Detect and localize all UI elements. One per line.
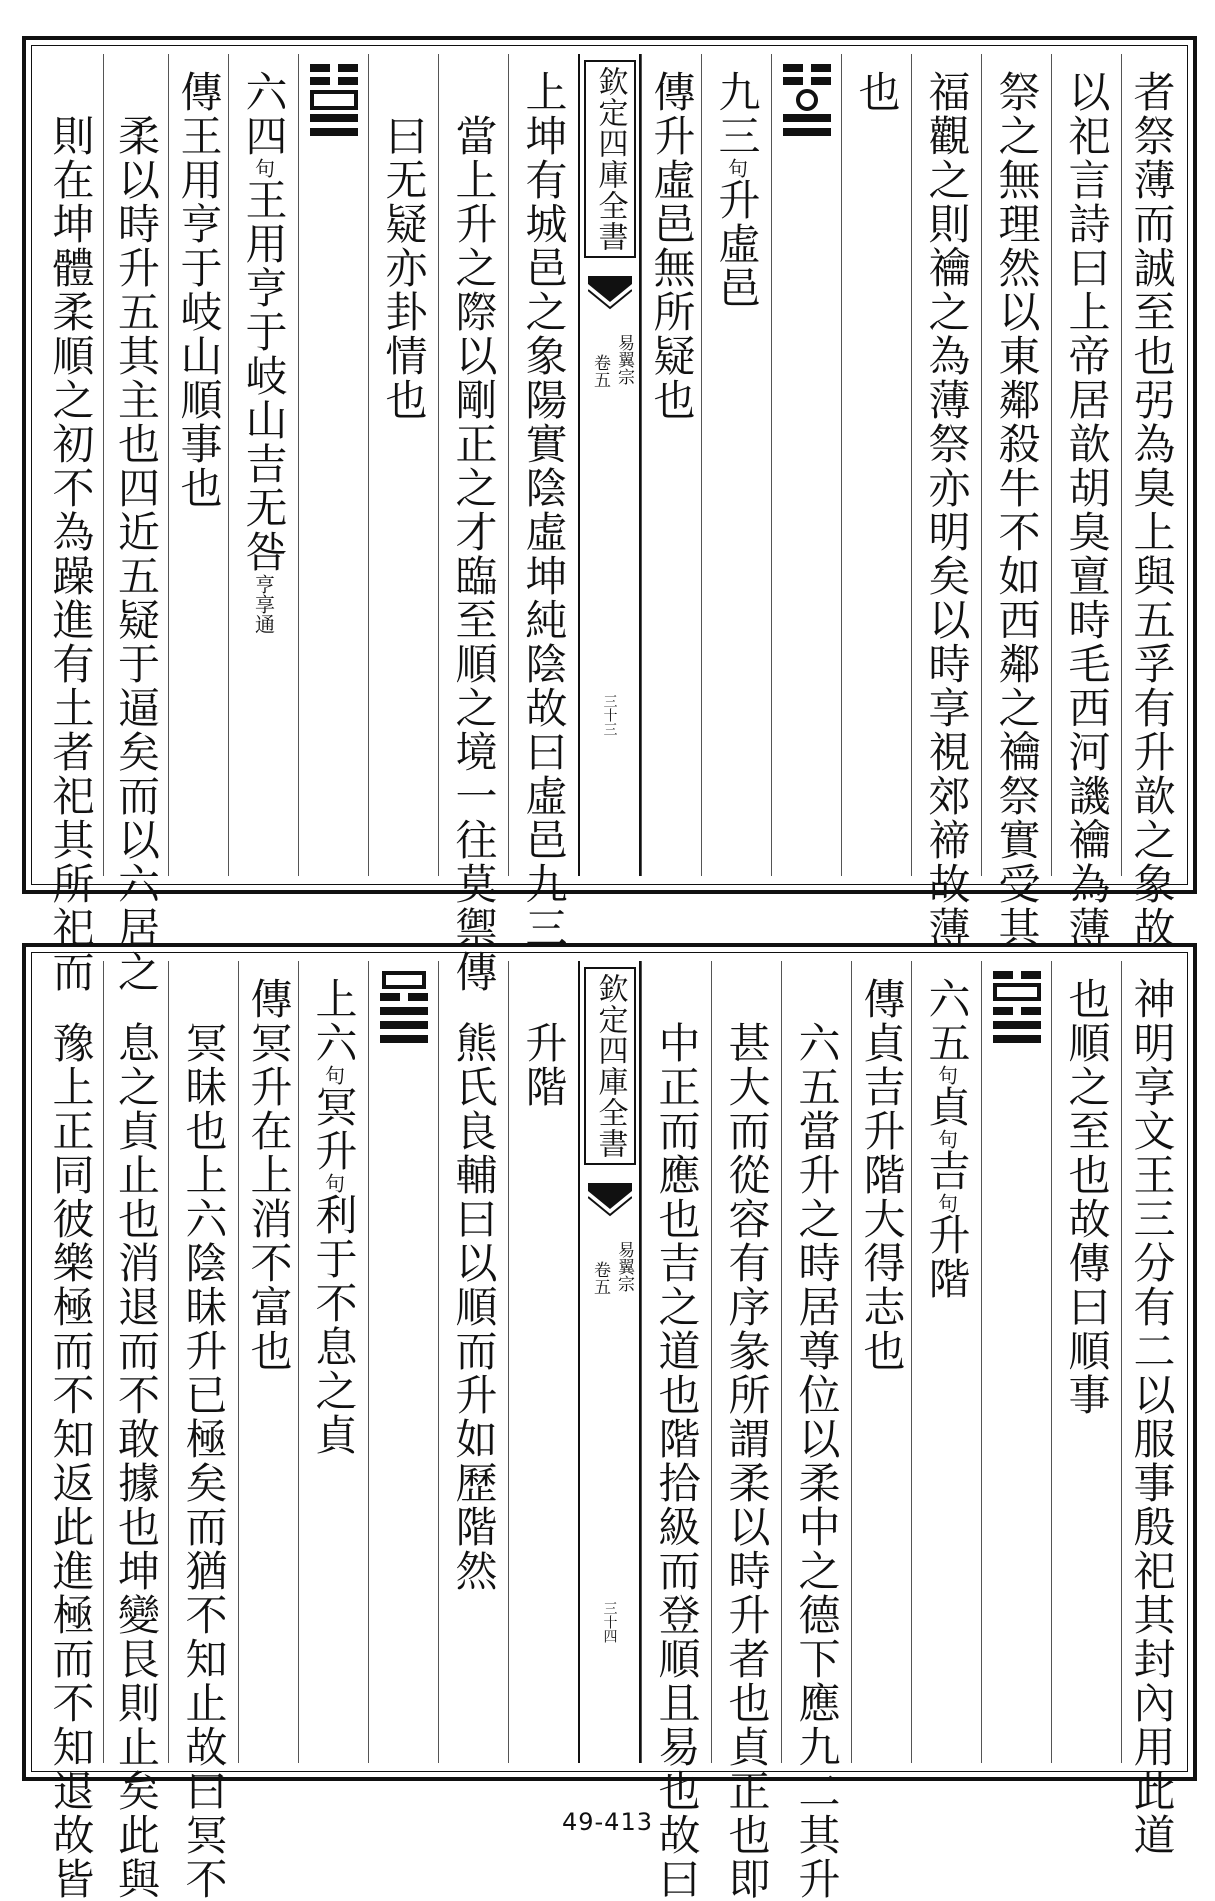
punctuation-mark: 句 <box>251 158 276 178</box>
column-text: 傳王用亨于岐山順事也 <box>174 70 224 510</box>
column-text: 也 <box>852 70 902 114</box>
column-text: 傳冥升在上消不富也 <box>244 977 294 1373</box>
text-column <box>911 961 981 1763</box>
volume-label: 卷五 <box>590 354 610 388</box>
folio-number: 三十四 <box>601 1601 618 1643</box>
book-title: 欽定四庫全書 <box>584 967 636 1165</box>
hexagram-icon <box>378 969 430 1047</box>
column-text: 熊氏良輔曰以順而升如歷階然 <box>449 1021 499 1593</box>
column-text: 者祭薄而誠至也弜為臭上與五孚有升歆之象故 <box>1127 70 1177 950</box>
text-column <box>851 961 911 1763</box>
text-column <box>711 961 781 1901</box>
book-title: 欽定四庫全書 <box>584 60 636 258</box>
text-column <box>168 54 228 876</box>
column-text <box>309 977 359 1457</box>
hexagram-icon <box>308 62 360 140</box>
text-column <box>781 961 851 1901</box>
line-text: 升階 <box>922 1213 972 1301</box>
text-column <box>38 54 103 994</box>
text-column <box>1121 54 1181 950</box>
column-text: 甚大而從容有序彖所謂柔以時升者也貞正也即 <box>722 1021 772 1901</box>
text-column <box>38 961 103 1901</box>
column-text <box>239 70 289 634</box>
text-column <box>641 54 701 876</box>
text-column <box>103 961 168 1901</box>
annotation-note: 亨享通 <box>251 574 276 634</box>
text-column <box>368 54 438 876</box>
hexagram-column <box>981 961 1051 1763</box>
text-column <box>438 961 508 1763</box>
column-text: 福觀之則禴之為薄祭亦明矣以時享視郊禘故薄 <box>922 70 972 950</box>
column-text: 中正而應也吉之道也階拾級而登順且易也故曰 <box>652 1021 702 1901</box>
line-label: 九三 <box>712 70 762 158</box>
punctuation-mark: 句 <box>934 1193 959 1213</box>
punctuation-mark: 句 <box>724 158 749 178</box>
line-label: 六五 <box>922 977 972 1065</box>
text-column <box>1051 961 1121 1763</box>
book-name: 易翼宗 <box>614 334 634 385</box>
text-column <box>841 54 911 876</box>
hexagram-column <box>771 54 841 876</box>
book-spine <box>578 961 641 1763</box>
column-text: 祭之無理然以東鄰殺牛不如西鄰之禴祭實受其 <box>992 70 1042 950</box>
book-spine <box>578 54 641 876</box>
page-number: 49-413 <box>561 1808 653 1836</box>
column-text: 也順之至也故傳曰順事 <box>1062 977 1112 1417</box>
text-column <box>168 961 238 1901</box>
column-text: 當上升之際以剛正之才臨至順之境一往莫禦傳 <box>449 114 499 994</box>
column-text <box>712 70 762 310</box>
column-text: 冥昧也上六陰昧升已極矣而猶不知止故曰冥不 <box>179 1021 229 1901</box>
punctuation-mark: 句 <box>321 1065 346 1085</box>
column-text: 傳升虛邑無所疑也 <box>647 70 697 422</box>
text-column <box>641 961 711 1901</box>
column-text: 升階 <box>519 1021 569 1109</box>
text-column <box>701 54 771 876</box>
line-text: 冥升 <box>309 1085 359 1173</box>
line-text: 利于不息之貞 <box>309 1193 359 1457</box>
text-column <box>1121 961 1181 1857</box>
line-label: 上六 <box>309 977 359 1065</box>
hexagram-column <box>298 54 368 876</box>
hexagram-icon <box>991 969 1043 1047</box>
column-text: 曰无疑亦卦情也 <box>379 114 429 422</box>
column-text: 豫上正同彼樂極而不知返此進極而不知退故皆 <box>46 1021 96 1901</box>
line-text: 貞 <box>922 1085 972 1129</box>
text-column <box>228 54 298 876</box>
column-text: 以祀言詩曰上帝居歆胡臭亶時毛西河譏禴為薄 <box>1062 70 1112 950</box>
volume-label: 卷五 <box>590 1261 610 1295</box>
punctuation-mark: 句 <box>321 1173 346 1193</box>
column-text: 神明享文王三分有二以服事殷祀其封內用此道 <box>1127 977 1177 1857</box>
text-column <box>238 961 298 1763</box>
column-text: 上坤有城邑之象陽實陰虛坤純陰故曰虛邑九三 <box>519 70 569 950</box>
text-column <box>438 54 508 994</box>
hexagram-column <box>368 961 438 1763</box>
hexagram-icon <box>781 62 833 140</box>
column-text <box>922 977 972 1301</box>
column-text: 傳貞吉升階大得志也 <box>857 977 907 1373</box>
folio-number: 三十三 <box>601 694 618 736</box>
text-column <box>508 961 578 1763</box>
line-label: 六四 <box>239 70 289 158</box>
fishtail-mark-icon <box>588 1183 632 1223</box>
text-column <box>103 54 168 994</box>
column-text: 六五當升之時居尊位以柔中之德下應九二其升 <box>792 1021 842 1901</box>
column-text: 則在坤體柔順之初不為躁進有土者祀其所祀而 <box>46 114 96 994</box>
text-column <box>1051 54 1121 950</box>
text-column <box>298 961 368 1763</box>
column-text: 柔以時升五其主也四近五疑于逼矣而以六居之 <box>112 114 161 994</box>
column-text: 息之貞止也消退而不敢據也坤變艮則止矣此與 <box>112 1021 161 1901</box>
text-column <box>508 54 578 950</box>
fishtail-mark-icon <box>588 276 632 316</box>
line-text: 升虛邑 <box>712 178 762 310</box>
line-text: 王用亨于岐山吉无咎 <box>239 178 289 574</box>
text-column <box>981 54 1051 950</box>
punctuation-mark: 句 <box>934 1129 959 1149</box>
top-page <box>22 36 1197 994</box>
text-column <box>911 54 981 950</box>
punctuation-mark: 句 <box>934 1065 959 1085</box>
line-text: 吉 <box>922 1149 972 1193</box>
book-name: 易翼宗 <box>614 1241 634 1292</box>
